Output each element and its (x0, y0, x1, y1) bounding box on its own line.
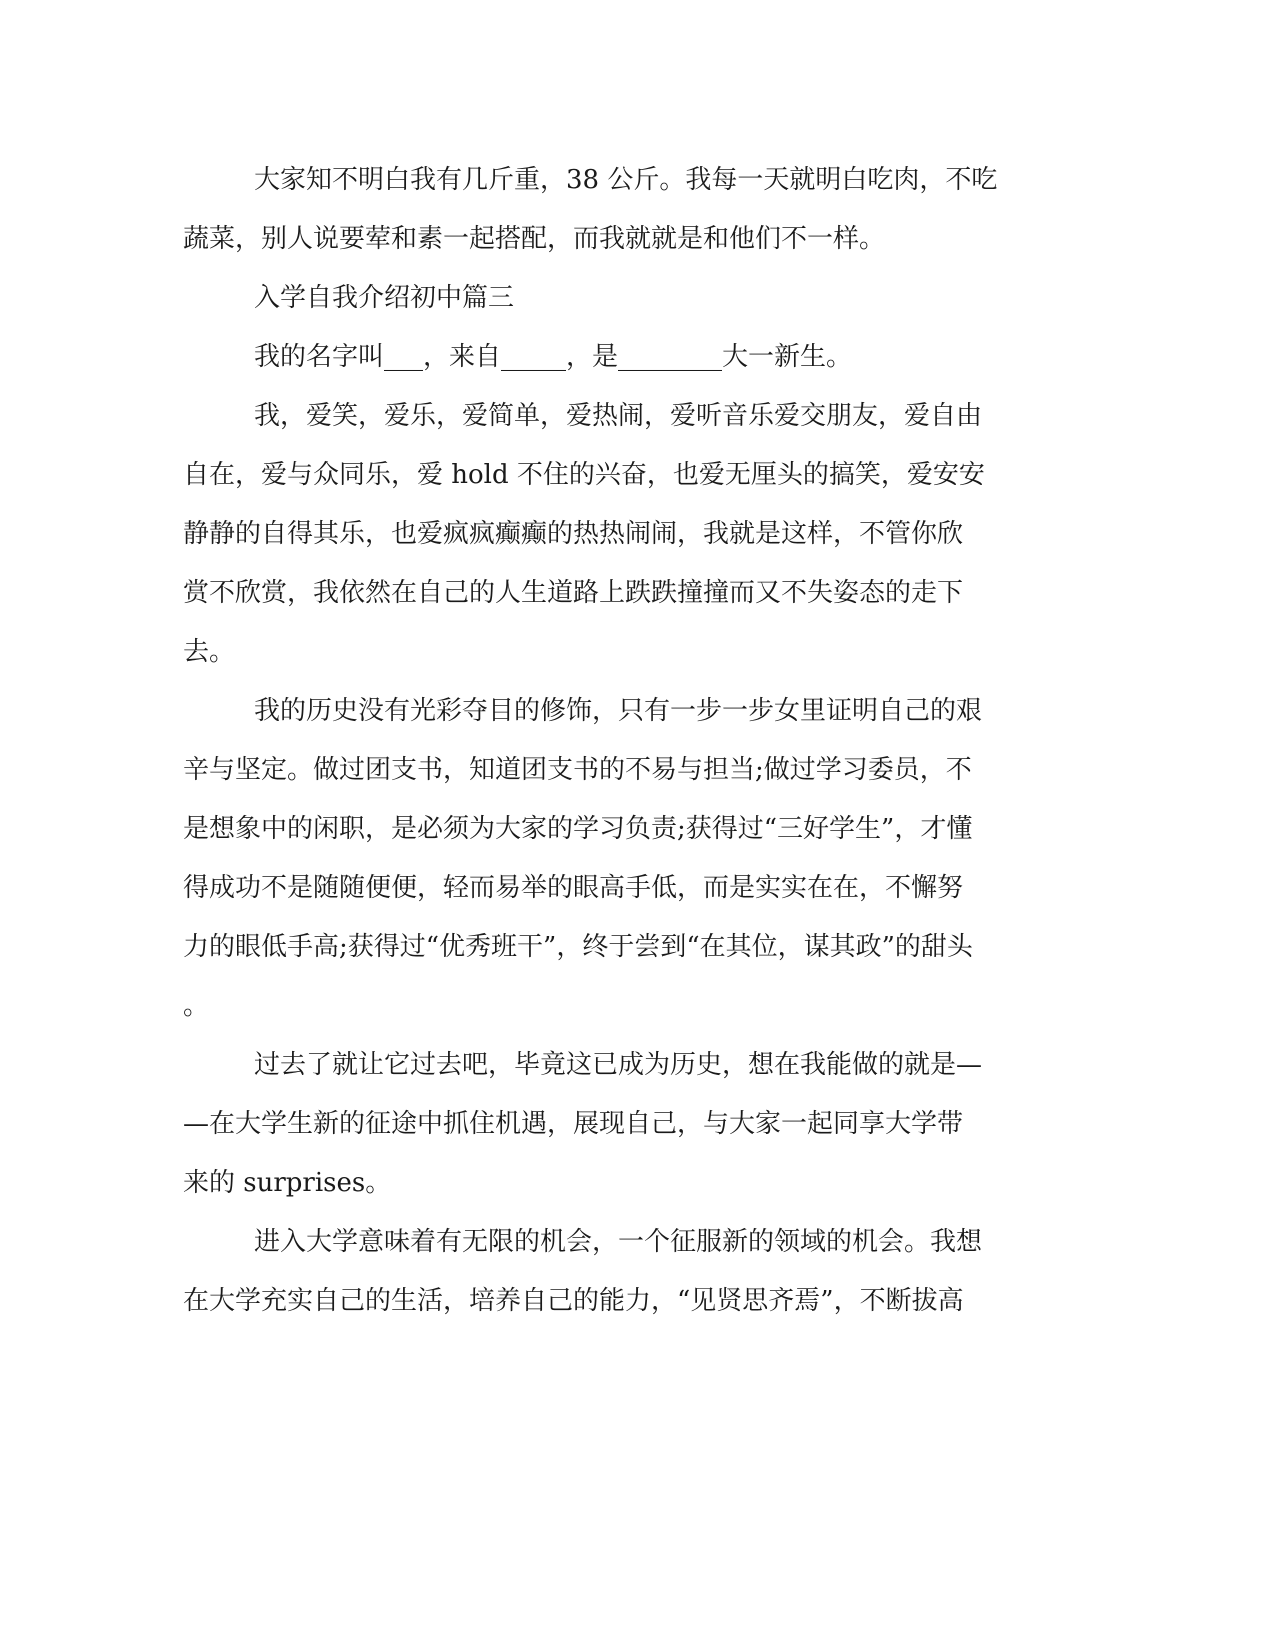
paragraph-history-line-4: 得成功不是随随便便，轻而易举的眼高手低，而是实实在在，不懈努 (183, 873, 964, 903)
paragraph-hobbies-line-3: 静静的自得其乐，也爱疯疯癫癫的热热闹闹，我就是这样，不管你欣 (183, 519, 964, 549)
paragraph-history-line-1: 我的历史没有光彩夺目的修饰，只有一步一步女里证明自己的艰 (254, 696, 983, 726)
paragraph-hobbies-line-5: 去。 (183, 637, 236, 667)
paragraph-past-line-3: 来的 surprises。 (183, 1168, 392, 1198)
paragraph-hobbies-line-4: 赏不欣赏，我依然在自己的人生道路上跌跌撞撞而又不失姿态的走下 (183, 578, 964, 608)
section-title: 入学自我介绍初中篇三 (254, 283, 515, 313)
paragraph-hobbies-line-1: 我，爱笑，爱乐，爱简单，爱热闹，爱听音乐爱交朋友，爱自由 (254, 401, 983, 431)
paragraph-history-line-2: 辛与坚定。做过团支书，知道团支书的不易与担当;做过学习委员，不 (183, 755, 972, 785)
paragraph-history-line-3: 是想象中的闲职，是必须为大家的学习负责;获得过“三好学生”，才懂 (183, 814, 973, 844)
paragraph-past-line-2: —在大学生新的征途中抓住机遇，展现自己，与大家一起同享大学带 (183, 1109, 964, 1139)
paragraph-university-line-1: 进入大学意味着有无限的机会，一个征服新的领域的机会。我想 (254, 1227, 983, 1257)
paragraph-past-line-1: 过去了就让它过去吧，毕竟这已成为历史，想在我能做的就是— (254, 1050, 983, 1080)
paragraph-weight-line-1: 大家知不明白我有几斤重，38 公斤。我每一天就明白吃肉，不吃 (254, 165, 998, 195)
paragraph-weight-line-2: 蔬菜，别人说要荤和素一起搭配，而我就就是和他们不一样。 (183, 224, 886, 254)
paragraph-history-line-6: 。 (183, 991, 210, 1021)
paragraph-university-line-2: 在大学充实自己的生活，培养自己的能力，“见贤思齐焉”，不断拔高 (183, 1286, 964, 1316)
paragraph-intro-line-1: 我的名字叫___，来自_____，是________大一新生。 (254, 342, 853, 372)
paragraph-hobbies-line-2: 自在，爱与众同乐，爱 hold 不住的兴奋，也爱无厘头的搞笑，爱安安 (183, 460, 985, 490)
paragraph-history-line-5: 力的眼低手高;获得过“优秀班干”，终于尝到“在其位，谋其政”的甜头 (183, 932, 973, 962)
